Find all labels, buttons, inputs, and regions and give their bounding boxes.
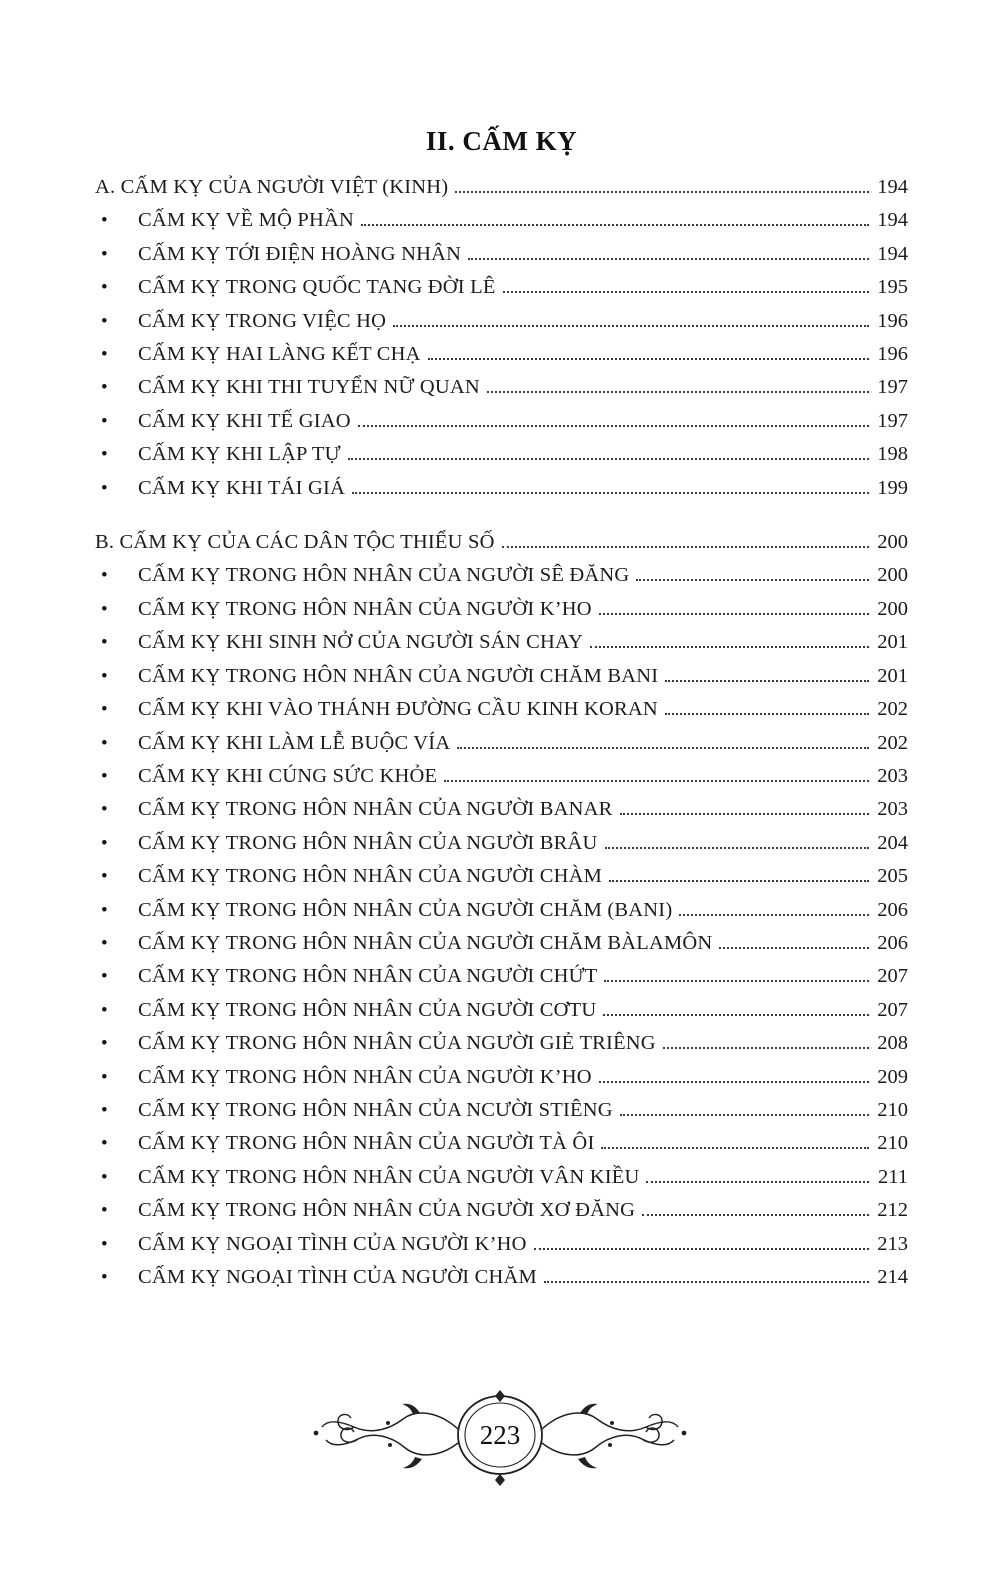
toc-entry [95,1194,908,1227]
toc-section-heading [95,526,908,559]
bullet-icon: • [101,1200,108,1222]
toc-entry-page: 202 [877,731,908,754]
toc-entry-page: 207 [877,998,908,1021]
dotted-leader [393,325,869,327]
dotted-leader [487,391,869,393]
dotted-leader [719,947,869,949]
bullet-icon: • [101,1133,108,1155]
dotted-leader [620,1114,869,1116]
toc-entry [95,593,908,626]
toc-entry-label: CẤM KỴ KHI TÁI GIÁ [138,476,346,499]
bullet-icon: • [101,966,108,988]
toc-entry-label: CẤM KỴ TRONG HÔN NHÂN CỦA NGƯỜI CHỨT [138,965,598,988]
flourish-ornament-icon [300,1383,700,1493]
footer-page-number: 223 [479,1420,521,1450]
toc-section-page: 194 [877,176,908,198]
bullet-icon: • [101,632,108,654]
bullet-icon: • [101,832,108,854]
toc-entry-label: CẤM KỴ VỀ MỘ PHẦN [138,209,355,232]
toc-entry-label: CẤM KỴ TRONG HÔN NHÂN CỦA NGƯỜI CHĂM BANI [138,664,659,687]
bullet-icon: • [101,1033,108,1055]
bullet-icon: • [101,899,108,921]
dotted-leader [646,1181,869,1183]
toc-entry-label: CẤM KỴ TRONG VIỆC HỌ [138,309,387,332]
toc-entry [95,405,908,438]
toc-entry [95,693,908,726]
toc-entry [95,1228,908,1261]
page-title: II. CẤM KỴ [425,126,578,156]
toc-entry-label: CẤM KỴ TRONG HÔN NHÂN CỦA NGƯỜI BANAR [138,798,613,821]
bullet-icon: • [101,1267,108,1288]
toc-entry-label: CẤM KỴ TRONG HÔN NHÂN CỦA NGƯỜI TÀ ÔI [138,1132,595,1155]
dotted-leader [544,1281,869,1283]
bullet-icon: • [101,210,108,232]
bullet-icon: • [101,699,108,721]
toc-entry-page: 200 [877,564,908,587]
toc-entry [95,927,908,960]
toc-entry-page: 210 [877,1132,908,1155]
toc-entry [95,559,908,592]
toc-entry-label: CẤM KỴ KHI SINH NỞ CỦA NGƯỜI SÁN CHAY [138,631,584,654]
bullet-icon: • [101,799,108,821]
toc-entry-page: 197 [877,409,908,432]
bullet-icon: • [101,732,108,754]
dotted-leader [502,546,869,548]
dotted-leader [428,358,869,360]
bullet-icon: • [101,1099,108,1121]
toc-entry-page: 204 [877,831,908,854]
toc-entry-page: 208 [877,1032,908,1055]
toc-entry-page: 198 [877,443,908,466]
toc-entry-label: CẤM KỴ KHI LẬP TỰ [138,443,341,466]
dotted-leader [361,224,869,226]
toc-section-heading [95,171,908,204]
toc-entry-label: CẤM KỴ TRONG HÔN NHÂN CỦA NGƯỜI CHĂM BÀLAMÔN [138,931,713,954]
toc-entry [95,626,908,659]
toc-entry-page: 199 [877,476,908,499]
toc-entry [95,994,908,1027]
dotted-leader [457,747,869,749]
bullet-icon: • [101,999,108,1021]
toc-entry-page: 194 [877,242,908,265]
toc-entry-page: 196 [877,343,908,366]
bullet-icon: • [101,277,108,299]
toc-entry [95,760,908,793]
toc-entry [95,238,908,271]
toc-entry [95,472,908,505]
toc-entry-label: CẤM KỴ TỚI ĐIỆN HOÀNG NHÂN [138,242,462,265]
dotted-leader [503,291,869,293]
toc-entry [95,727,908,760]
toc-entry [95,271,908,304]
toc-entry-page: 197 [877,376,908,399]
toc-entry [95,1061,908,1094]
dotted-leader [605,847,869,849]
bullet-icon: • [101,377,108,399]
dotted-leader [601,1147,869,1149]
dotted-leader [590,646,869,648]
bullet-icon: • [101,565,108,587]
toc-entry [95,1261,908,1294]
toc-entry-page: 214 [877,1266,908,1288]
toc-entry-label: CẤM KỴ TRONG HÔN NHÂN CỦA NGƯỜI CƠTU [138,998,597,1021]
toc-entry-label: CẤM KỴ HAI LÀNG KẾT CHẠ [138,343,421,366]
dotted-leader [665,680,869,682]
toc-entry [95,1127,908,1160]
toc-entry [95,338,908,371]
toc-entry-page: 210 [877,1098,908,1121]
dotted-leader [455,191,869,193]
toc-entry-page: 207 [877,965,908,988]
dotted-leader [534,1248,869,1250]
toc-section-page: 200 [877,531,908,554]
toc-entry-label: CẤM KỴ TRONG HÔN NHÂN CỦA NGƯỜI SÊ ĐĂNG [138,564,630,587]
bullet-icon: • [101,1066,108,1088]
toc-entry-label: CẤM KỴ KHI THI TUYỂN NỮ QUAN [138,376,480,399]
bullet-icon: • [101,410,108,432]
table-of-contents [95,171,908,1294]
toc-entry-label: CẤM KỴ KHI TẾ GIAO [138,409,351,432]
toc-entry-label: CẤM KỴ TRONG HÔN NHÂN CỦA NGƯỜI K’HO [138,1065,592,1088]
toc-entry [95,204,908,237]
toc-entry-label: CẤM KỴ NGOẠI TÌNH CỦA NGƯỜI K’HO [138,1232,527,1255]
toc-entry-label: CẤM KỴ KHI CÚNG SỨC KHỎE [138,764,438,787]
bullet-icon: • [101,932,108,954]
toc-entry-page: 209 [877,1065,908,1088]
bullet-icon: • [101,444,108,466]
toc-section-label: B. CẤM KỴ CỦA CÁC DÂN TỘC THIỂU SỐ [95,531,495,554]
toc-entry-label: CẤM KỴ TRONG HÔN NHÂN CỦA NCƯỜI STIÊNG [138,1098,613,1121]
toc-entry-page: 203 [877,798,908,821]
dotted-leader [444,780,869,782]
bullet-icon: • [101,866,108,888]
dotted-leader [663,1047,869,1049]
toc-entry [95,827,908,860]
toc-section-label: A. CẤM KỴ CỦA NGƯỜI VIỆT (KINH) [95,176,449,198]
toc-entry [95,1094,908,1127]
dotted-leader [679,914,869,916]
toc-entry [95,438,908,471]
dotted-leader [609,880,869,882]
toc-entry-label: CẤM KỴ TRONG HÔN NHÂN CỦA NGƯỜI XƠ ĐĂNG [138,1199,636,1222]
toc-entry [95,660,908,693]
toc-entry [95,793,908,826]
dotted-leader [604,980,869,982]
toc-entry-page: 203 [877,764,908,787]
dotted-leader [636,579,869,581]
toc-entry [95,1027,908,1060]
dotted-leader [642,1214,869,1216]
toc-entry-page: 194 [877,209,908,232]
toc-entry-label: CẤM KỴ TRONG QUỐC TANG ĐỜI LÊ [138,276,496,299]
bullet-icon: • [101,598,108,620]
toc-entry-label: CẤM KỴ TRONG HÔN NHÂN CỦA NGƯỜI VÂN KIỀU [138,1165,640,1188]
dotted-leader [599,613,869,615]
dotted-leader [599,1081,869,1083]
toc-entry-label: CẤM KỴ NGOẠI TÌNH CỦA NGƯỜI CHĂM [138,1266,537,1288]
dotted-leader [468,258,869,260]
bullet-icon: • [101,665,108,687]
toc-entry-label: CẤM KỴ KHI VÀO THÁNH ĐƯỜNG CẦU KINH KORAN [138,698,658,721]
toc-entry-label: CẤM KỴ TRONG HÔN NHÂN CỦA NGƯỜI CHĂM (BANI) [138,898,673,921]
bullet-icon: • [101,243,108,265]
dotted-leader [348,458,869,460]
toc-entry-page: 211 [878,1165,908,1188]
toc-entry-page: 212 [877,1199,908,1222]
footer-ornament [0,1383,1000,1493]
toc-entry-page: 200 [877,597,908,620]
bullet-icon: • [101,1166,108,1188]
toc-entry-page: 201 [877,631,908,654]
bullet-icon: • [101,1233,108,1255]
bullet-icon: • [101,344,108,366]
toc-entry-label: CẤM KỴ TRONG HÔN NHÂN CỦA NGƯỜI BRÂU [138,831,598,854]
dotted-leader [665,713,869,715]
toc-entry-label: CẤM KỴ KHI LÀM LỄ BUỘC VÍA [138,731,451,754]
bullet-icon: • [101,310,108,332]
toc-entry-page: 195 [877,276,908,299]
bullet-icon: • [101,765,108,787]
toc-entry-label: CẤM KỴ TRONG HÔN NHÂN CỦA NGƯỜI CHÀM [138,865,603,888]
toc-entry [95,894,908,927]
toc-entry [95,860,908,893]
dotted-leader [620,813,869,815]
toc-entry-page: 201 [877,664,908,687]
toc-entry-label: CẤM KỴ TRONG HÔN NHÂN CỦA NGƯỜI GIẺ TRIÊNG [138,1032,656,1055]
toc-entry [95,305,908,338]
toc-entry [95,960,908,993]
toc-entry-page: 205 [877,865,908,888]
toc-entry-page: 206 [877,931,908,954]
toc-entry [95,1161,908,1194]
dotted-leader [352,492,869,494]
toc-entry-label: CẤM KỴ TRONG HÔN NHÂN CỦA NGƯỜI K’HO [138,597,592,620]
dotted-leader [358,425,869,427]
toc-entry-page: 213 [877,1232,908,1255]
dotted-leader [603,1014,869,1016]
toc-entry-page: 196 [877,309,908,332]
toc-entry-page: 202 [877,698,908,721]
bullet-icon: • [101,477,108,499]
toc-entry [95,371,908,404]
toc-entry-page: 206 [877,898,908,921]
